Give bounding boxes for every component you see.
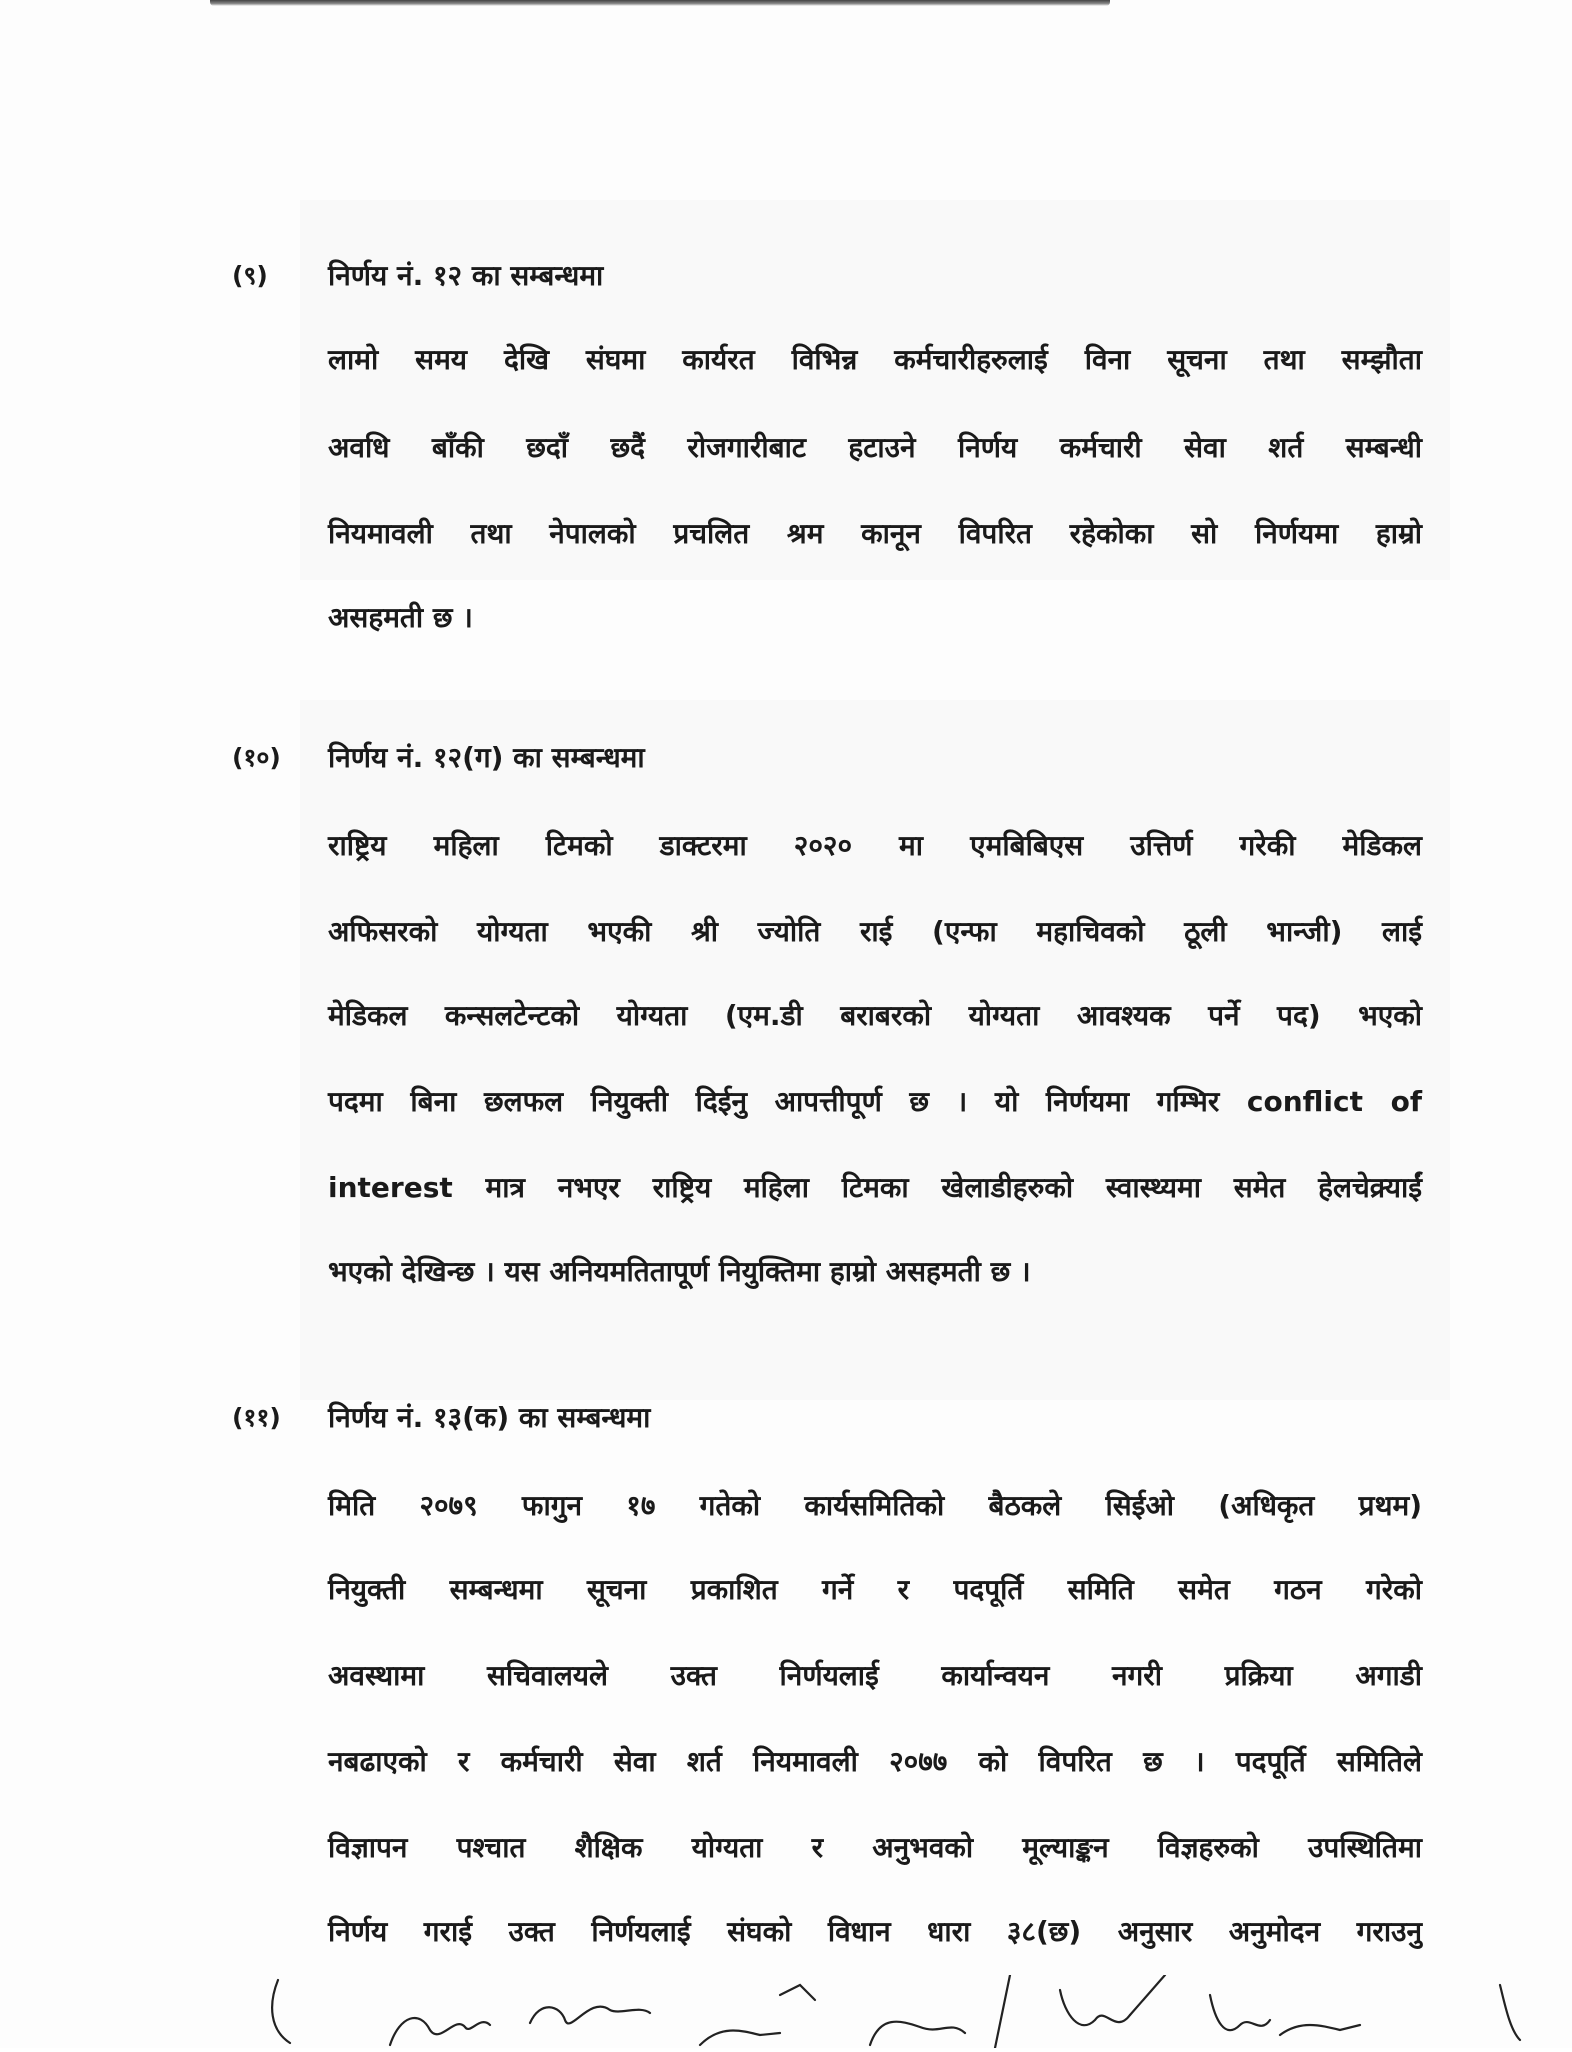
signature-stroke	[530, 2007, 650, 2024]
signature-stroke	[1280, 2025, 1360, 2035]
paragraph-line: अवस्थामा सचिवालयले उक्त निर्णयलाई कार्यान्वयन नगरी प्रक्रिया अगाडी	[328, 1659, 1422, 1692]
signature-stroke	[1130, 1975, 1165, 2015]
paragraph-line: राष्ट्रिय महिला टिमको डाक्टरमा २०२० मा एमबिबिएस उत्तिर्ण गरेकी मेडिकल	[328, 829, 1422, 862]
paragraph-line: अफिसरको योग्यता भएकी श्री ज्योति राई (एन्फा महाचिवको ठूली भान्जी) लाई	[328, 915, 1422, 948]
signatures-drawing	[0, 1975, 1572, 2048]
signature-stroke	[700, 2031, 780, 2045]
paragraph-line: नियमावली तथा नेपालको प्रचलित श्रम कानून विपरित रहेकोका सो निर्णयमा हाम्रो	[328, 517, 1422, 550]
paragraph-line: interest मात्र नभएर राष्ट्रिय महिला टिमका खेलाडीहरुको स्वास्थ्यमा समेत हेलचेक्र्याईं	[328, 1171, 1422, 1204]
paragraph-line: लामो समय देखि संघमा कार्यरत विभिन्न कर्मचारीहरुलाई विना सूचना तथा सम्झौता	[328, 343, 1422, 376]
paragraph-line: विज्ञापन पश्चात शैक्षिक योग्यता र अनुभवको मूल्याङ्कन विज्ञहरुको उपस्थितिमा	[328, 1831, 1422, 1864]
paragraph-line: असहमती छ ।	[328, 601, 473, 634]
signature-stroke	[780, 1985, 815, 2000]
signature-stroke	[870, 2022, 965, 2045]
show-through-region	[300, 700, 1450, 1400]
paragraph-line: नियुक्ती सम्बन्धमा सूचना प्रकाशित गर्ने र पदपूर्ति समिति समेत गठन गरेको	[328, 1573, 1422, 1606]
section-number: (११)	[232, 1403, 281, 1432]
signature-stroke	[272, 1980, 290, 2043]
section-heading: निर्णय नं. १२ का सम्बन्धमा	[328, 259, 604, 292]
section-heading: निर्णय नं. १२(ग) का सम्बन्धमा	[328, 741, 645, 774]
paragraph-line: पदमा बिना छलफल नियुक्ती दिईनु आपत्तीपूर्ण छ । यो निर्णयमा गम्भिर conflict of	[328, 1085, 1422, 1118]
paragraph-line: मेडिकल कन्सलटेन्टको योग्यता (एम.डी बराबरको योग्यता आवश्यक पर्ने पद) भएको	[328, 999, 1422, 1032]
signature-stroke	[1060, 1990, 1130, 2025]
scan-top-edge	[210, 0, 1110, 6]
section-number: (१०)	[232, 743, 281, 772]
paragraph-line: मिति २०७९ फागुन १७ गतेको कार्यसमितिको बैठकले सिईओ (अधिकृत प्रथम)	[328, 1489, 1422, 1522]
signature-stroke	[995, 1975, 1010, 2048]
signature-row	[0, 1975, 1572, 2048]
section-number: (९)	[232, 261, 268, 290]
paragraph-line: निर्णय गराई उक्त निर्णयलाई संघको विधान धारा ३८(छ) अनुसार अनुमोदन गराउनु	[328, 1915, 1422, 1948]
signature-stroke	[1210, 1995, 1270, 2030]
section-heading: निर्णय नं. १३(क) का सम्बन्धमा	[328, 1401, 651, 1434]
paragraph-line: भएको देखिन्छ । यस अनियमतितापूर्ण नियुक्तिमा हाम्रो असहमती छ ।	[328, 1255, 1031, 1288]
signature-stroke	[1500, 1985, 1520, 2040]
signature-stroke	[390, 2018, 490, 2045]
paragraph-line: नबढाएको र कर्मचारी सेवा शर्त नियमावली २०७७ को विपरित छ । पदपूर्ति समितिले	[328, 1745, 1422, 1778]
paragraph-line: अवधि बाँकी छदाँ छदैं रोजगारीबाट हटाउने निर्णय कर्मचारी सेवा शर्त सम्बन्धी	[328, 431, 1422, 464]
